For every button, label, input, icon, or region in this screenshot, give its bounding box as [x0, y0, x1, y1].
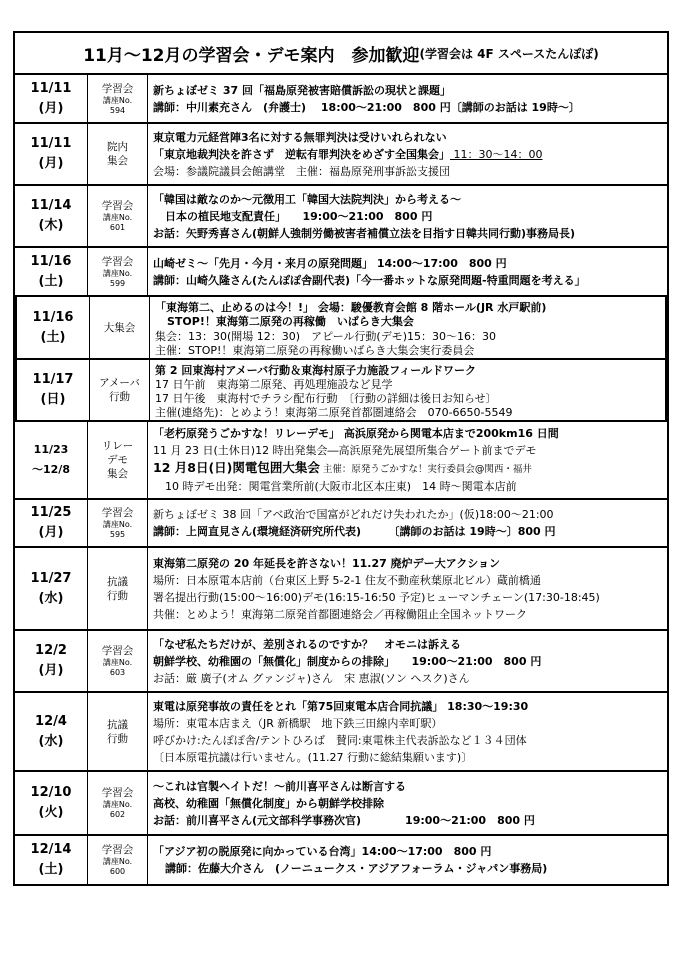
detail-line: [153, 442, 662, 459]
event-date: [15, 836, 88, 884]
detail-line: [153, 670, 662, 687]
event-row: [15, 836, 667, 884]
date-text: 11/11: [30, 136, 72, 151]
type-label: 院内: [107, 141, 128, 153]
type-label: 学習会: [101, 844, 134, 856]
type-label: 学習会: [101, 787, 134, 799]
date-text: 11/25: [30, 505, 72, 520]
detail-text: 主催：STOP!！東海第二原発の再稼働いばらき大集会実行委員会: [155, 343, 475, 356]
date-text: 12/2: [35, 643, 67, 658]
event-details: [148, 248, 667, 295]
organizer-note: 主催：原発うごかすな！実行委員会@関西・福井: [319, 464, 532, 475]
event-row: [15, 422, 667, 500]
event-details: [148, 124, 667, 184]
date-text: 11/14: [30, 198, 72, 213]
detail-text: 新ちょぼゼミ 37 回「福島原発被害賠償訴訟の現状と課題」: [153, 83, 451, 97]
date-text: 11/16: [32, 309, 74, 325]
day-of-week: ～12/8: [32, 463, 70, 476]
date-text: 11/27: [30, 570, 72, 586]
event-type: [90, 297, 150, 358]
lecture-number: 601: [109, 223, 126, 232]
page-title: [15, 33, 667, 75]
event-row: [15, 360, 667, 422]
detail-line: [153, 191, 662, 208]
detail-text: 高校、幼稚園「無償化制度」から朝鮮学校排除: [153, 796, 384, 810]
lecture-number: 594: [109, 105, 126, 115]
detail-text: 講師：上岡直見さん(環境経済研究所代表) 〔講師のお話は 19時～〕800 円: [153, 525, 556, 538]
detail-text: 場所：日本原電本店前（台東区上野 5-2-1 住友不動産秋葉原北ビル）蔵前橋通: [153, 573, 541, 587]
date-text: 11/11: [30, 80, 72, 96]
event-details: [148, 186, 667, 246]
detail-text: お話：厳 廣子(オム グァンジャ)さん 宋 恵淑(ソン ヘスク)さん: [153, 671, 470, 685]
detail-text: 朝鮮学校、幼稚園の「無償化」制度からの排除」 19:00～21:00 800 円: [153, 654, 542, 668]
type-label: 学習会: [101, 255, 134, 268]
event-details: [148, 836, 667, 884]
detail-text: お話：矢野秀喜さん(朝鮮人強制労働被害者補償立法を目指す日韓共同行動)事務局長): [153, 226, 576, 240]
detail-line: [153, 99, 662, 116]
detail-text: 「東京地裁判決を許さず 逆転有罪判決をめざす全国集会」: [153, 147, 450, 161]
event-type: [90, 360, 150, 420]
detail-text: 山崎ゼミ～「先月・今月・来月の原発問題」 14:00～17:00 800 円: [153, 256, 507, 270]
event-type: [88, 693, 148, 770]
event-details: [148, 693, 667, 770]
event-type: [88, 772, 148, 834]
lecture-number: 603: [109, 668, 126, 677]
detail-text: 講師：山崎久隆さん(たんぽぽ舎副代表)「今一番ホットな原発問題-特重問題を考える」: [153, 273, 586, 287]
detail-text: 「老朽原発うごかすな！リレーデモ」 高浜原発から関電本店まで200km16 日間: [153, 427, 559, 440]
lecture-no-label: 講座No.: [102, 268, 133, 278]
detail-text: 〔日本原電抗議は行いません。(11.27 行動に総結集願います)〕: [153, 750, 473, 764]
detail-line: [153, 860, 662, 877]
date-text: 11/23: [33, 443, 69, 456]
type-label: 学習会: [101, 507, 134, 519]
event-date: [15, 422, 88, 498]
detail-line: [153, 589, 662, 606]
event-row: [15, 297, 667, 360]
detail-line: [153, 732, 662, 749]
type-label: 集会: [107, 468, 128, 480]
day-of-week: (水): [38, 733, 64, 749]
event-details: [148, 422, 667, 498]
type-label: 学習会: [101, 82, 134, 95]
event-row: [15, 248, 667, 297]
event-rows: [15, 75, 667, 884]
day-of-week: (月): [38, 525, 64, 540]
detail-text: 署名提出行動(15:00～16:00)デモ(16:15-16:50 予定)ヒューマンチェーン(17:30-18:45): [153, 590, 600, 604]
day-of-week: (木): [38, 218, 64, 233]
event-details: [148, 75, 667, 122]
event-date: [15, 75, 88, 122]
day-of-week: (土): [38, 273, 64, 289]
detail-line: [155, 404, 660, 418]
lecture-no-label: 講座No.: [102, 857, 133, 866]
event-details: [148, 772, 667, 834]
lecture-no-label: 講座No.: [102, 658, 133, 667]
detail-line: [153, 506, 662, 523]
detail-line: [153, 478, 662, 495]
date-text: 11/17: [32, 372, 74, 387]
lecture-number: 599: [109, 278, 126, 288]
type-label: リレー: [101, 440, 134, 452]
detail-text: 講師：佐藤大介さん (ノーニュークス・アジアフォーラム・ジャパン事務局): [165, 862, 548, 875]
detail-line: [153, 812, 662, 829]
detail-line: [153, 606, 662, 623]
detail-text: 集会：13：30(開場 12：30) アピール行動(デモ)15：30～16：30: [155, 329, 496, 342]
detail-text: お話：前川喜平さん(元文部科学事務次官) 19:00～21:00 800 円: [153, 813, 535, 827]
detail-line: [153, 715, 662, 732]
detail-line: [155, 313, 660, 327]
detail-line: [153, 425, 662, 442]
day-of-week: (水): [38, 590, 64, 606]
event-details: [150, 297, 665, 358]
event-type: [88, 248, 148, 295]
detail-text: 講師：中川素充さん (弁護士) 18:00～21:00 800 円〔講師のお話は 19時～〕: [153, 100, 580, 114]
event-date: [15, 548, 88, 629]
detail-line: [153, 572, 662, 589]
detail-line: [153, 208, 662, 225]
detail-line: [153, 459, 662, 478]
detail-text: 場所：東電本店まえ（JR 新橋駅 地下鉄三田線内幸町駅）: [153, 716, 443, 730]
event-date: [15, 693, 88, 770]
type-label: 行動: [107, 589, 128, 602]
event-date: [15, 248, 88, 295]
type-label: 抗議: [107, 718, 128, 731]
lecture-number: 600: [109, 867, 126, 876]
detail-line: [153, 225, 662, 242]
day-of-week: (月): [38, 100, 64, 116]
detail-line: [153, 555, 662, 572]
detail-line: [155, 376, 660, 390]
detail-text: 11 月 23 日(土休日)12 時出発集会―高浜原発先展望所集合ゲート前までデモ: [153, 444, 537, 457]
event-date: [17, 297, 90, 358]
detail-line: [153, 146, 662, 163]
event-date: [15, 186, 88, 246]
event-date: [15, 500, 88, 546]
event-type: [88, 836, 148, 884]
type-label: 行動: [107, 732, 128, 745]
detail-text: 第 2 回東海村アメーバ行動＆東海村原子力施設フィールドワーク: [155, 364, 477, 376]
lecture-no-label: 講座No.: [102, 520, 133, 529]
type-label: 集会: [107, 155, 128, 167]
event-row: [15, 186, 667, 248]
type-label: 抗議: [107, 575, 128, 588]
day-of-week: (土): [40, 329, 66, 345]
event-details: [148, 631, 667, 691]
event-type: [88, 500, 148, 546]
event-row: [15, 772, 667, 836]
day-of-week: (日): [40, 392, 66, 407]
title-note: (学習会は 4F スペースたんぽぽ): [419, 46, 599, 61]
type-label: デモ: [107, 454, 128, 466]
detail-text: 「東海第二、止めるのは今！!」 会場：駿優教育会館 8 階ホール(JR 水戸駅前): [155, 301, 547, 314]
event-row: [15, 124, 667, 186]
event-type: [88, 548, 148, 629]
lecture-number: 602: [109, 810, 126, 819]
event-row: [15, 548, 667, 631]
lecture-no-label: 講座No.: [102, 213, 133, 222]
detail-line: [155, 390, 660, 404]
date-text: 12/4: [35, 713, 67, 729]
detail-text: 「アジア初の脱原発に向かっている台湾」14:00～17:00 800 円: [153, 845, 492, 858]
detail-text: 会場：参議院議員会館講堂 主催：福島原発刑事訴訟支援団: [153, 164, 450, 178]
detail-line: [153, 255, 662, 272]
event-details: [150, 360, 665, 420]
event-date: [15, 772, 88, 834]
event-date: [15, 631, 88, 691]
type-label: 学習会: [101, 645, 134, 657]
detail-line: [153, 843, 662, 860]
detail-text: 日本の植民地支配責任」 19:00～21:00 800 円: [165, 209, 433, 223]
event-type: [88, 186, 148, 246]
event-type: [88, 75, 148, 122]
detail-line: [155, 328, 660, 342]
detail-line: [153, 129, 662, 146]
detail-text: 共催：とめよう！東海第二原発首都圏連絡会／再稼働阻止全国ネットワーク: [153, 607, 527, 621]
detail-line: [153, 795, 662, 812]
event-details: [148, 500, 667, 546]
event-time: 11：30～14：00: [450, 147, 543, 161]
event-date: [17, 360, 90, 420]
detail-text: 新ちょぼゼミ 38 回「アベ政治で国富がどれだけ失われたか」(仮)18:00～21:00: [153, 508, 554, 521]
day-of-week: (月): [38, 663, 64, 678]
schedule-table: [13, 31, 669, 886]
detail-text: ～これは官製ヘイトだ！～前川喜平さんは断言する: [153, 779, 406, 793]
event-row: [15, 75, 667, 124]
detail-text: 東海第二原発の 20 年延長を許さない！11.27 廃炉デー大アクション: [153, 556, 501, 570]
detail-line: [155, 299, 660, 313]
detail-line: [153, 749, 662, 766]
day-of-week: (火): [38, 805, 64, 820]
detail-line: [153, 636, 662, 653]
event-details: [148, 548, 667, 629]
detail-line: [153, 272, 662, 289]
event-type: [88, 631, 148, 691]
type-label: 学習会: [101, 200, 134, 212]
detail-line: [155, 362, 660, 376]
day-of-week: (土): [38, 862, 64, 877]
title-text: 11月～12月の学習会・デモ案内 参加歓迎: [83, 45, 420, 66]
lecture-number: 595: [109, 530, 126, 539]
detail-line: [153, 163, 662, 180]
detail-text: 「韓国は敵なのか～元徴用工「韓国大法院判決」から考える～: [153, 192, 461, 206]
detail-text: 10 時デモ出発：関電営業所前(大阪市北区本庄東) 14 時～関電本店前: [165, 480, 517, 493]
detail-line: [155, 342, 660, 356]
event-row: [15, 631, 667, 693]
detail-text: 東京電力元経営陣3名に対する無罪判決は受けいれられない: [153, 130, 447, 144]
type-label: 行動: [109, 391, 130, 403]
detail-line: [153, 653, 662, 670]
detail-text: 17 日午前 東海第二原発、再処理施設など見学: [155, 378, 393, 390]
detail-text: 主催(連絡先)：とめよう！東海第二原発首都圏連絡会 070-6650-5549: [155, 406, 513, 418]
detail-line: [153, 778, 662, 795]
detail-line: [153, 82, 662, 99]
lecture-no-label: 講座No.: [102, 95, 133, 105]
detail-text: 呼びかけ:たんぽぽ舎/テントひろば 賛同:東電株主代表訴訟など１３４団体: [153, 733, 527, 747]
detail-line: [153, 698, 662, 715]
lecture-no-label: 講座No.: [102, 800, 133, 809]
date-text: 12/14: [30, 842, 72, 857]
detail-text: STOP!！東海第二原発の再稼働 いばらき大集会: [167, 315, 414, 328]
date-text: 11/16: [30, 253, 72, 269]
detail-line: [153, 523, 662, 540]
event-date: [15, 124, 88, 184]
type-label: アメーバ: [99, 377, 140, 389]
date-text: 12/10: [30, 785, 72, 800]
detail-text: 「なぜ私たちだけが、差別されるのですか？ オモニは訴える: [153, 637, 461, 651]
detail-text: 東電は原発事故の責任をとれ「第75回東電本店合同抗議」 18:30～19:30: [153, 699, 529, 713]
event-type: [88, 124, 148, 184]
detail-text: 12 月8日(日)関電包囲大集会: [153, 460, 320, 475]
event-row: [15, 500, 667, 548]
type-label: 大集会: [103, 321, 136, 334]
detail-text: 17 日午後 東海村でチラシ配布行動 〔行動の詳細は後日お知らせ〕: [155, 392, 497, 404]
event-type: [88, 422, 148, 498]
day-of-week: (月): [38, 156, 64, 171]
event-row: [15, 693, 667, 772]
